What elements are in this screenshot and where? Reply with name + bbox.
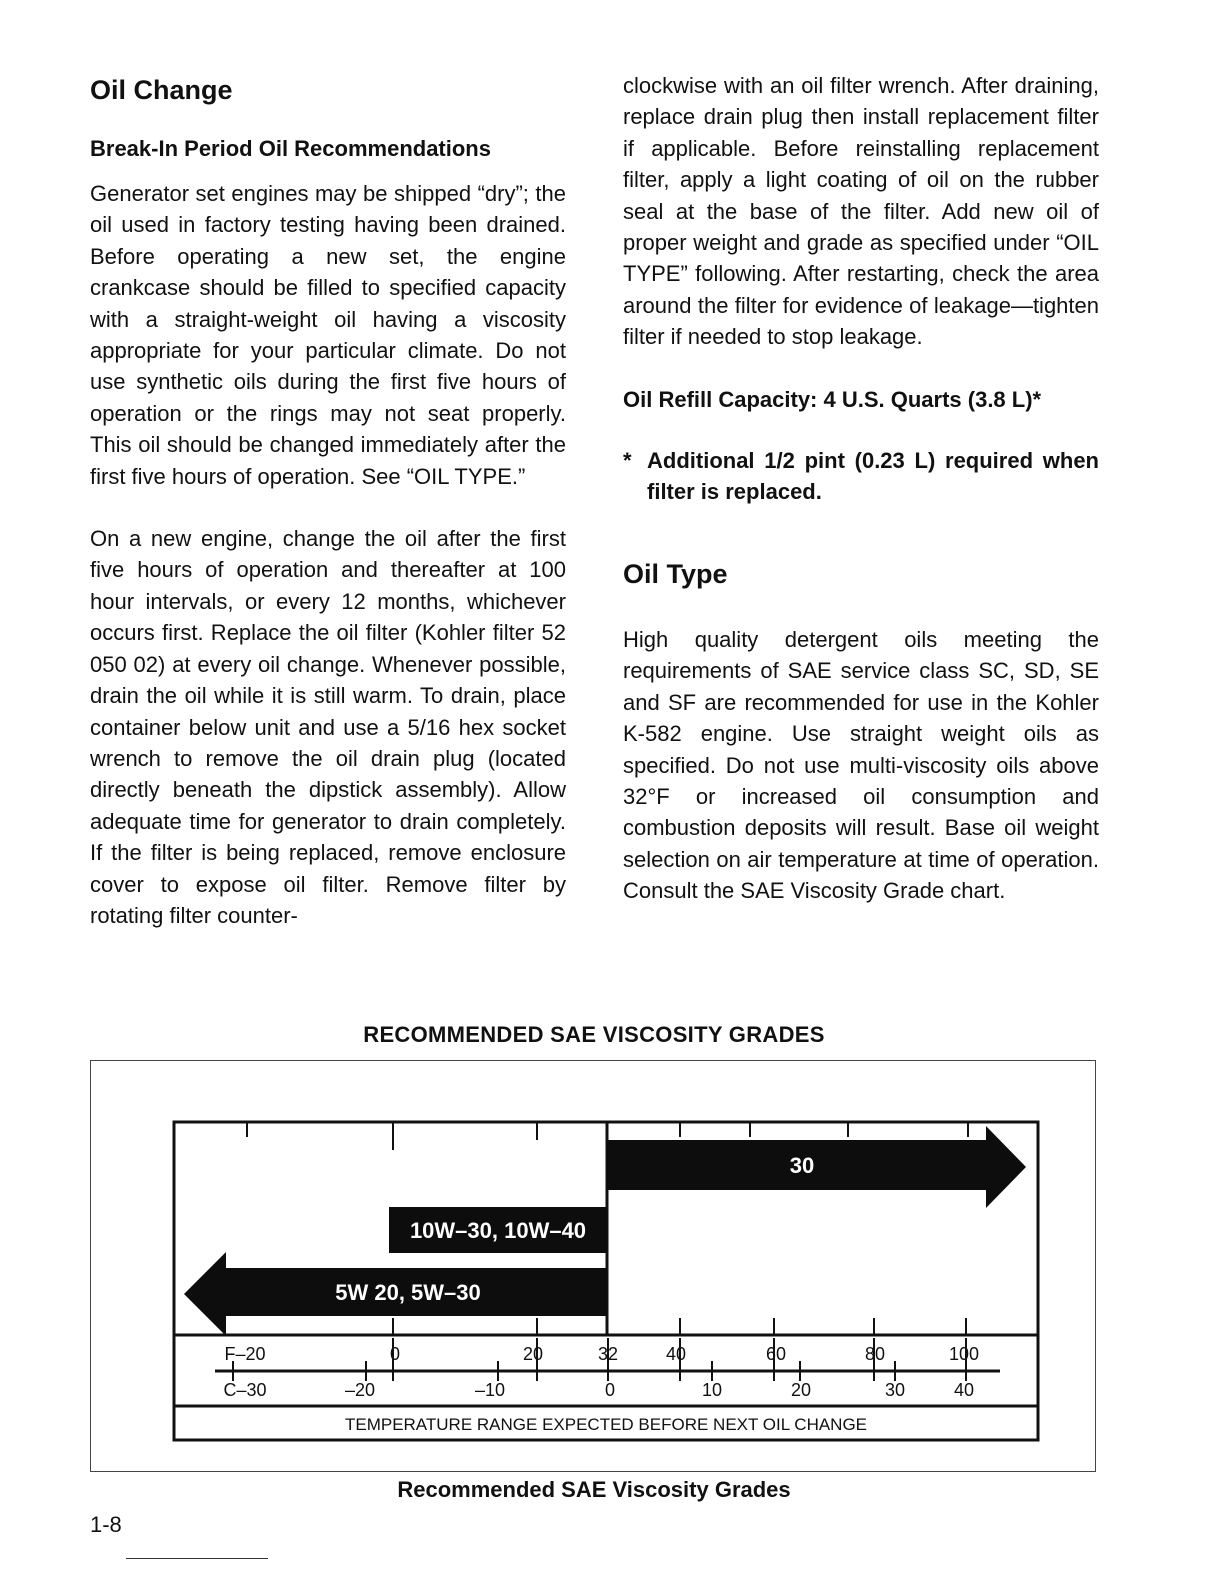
note-text: Additional 1/2 pint (0.23 L) required when filter is replaced.: [647, 448, 1099, 505]
left-column: [90, 70, 566, 931]
filter-note: [623, 445, 1099, 508]
c-label: –10: [474, 1380, 506, 1400]
f-label: 0: [389, 1344, 401, 1364]
temperature-range-label: TEMPERATURE RANGE EXPECTED BEFORE NEXT OIL CHANGE: [344, 1415, 868, 1434]
c-label: 0: [604, 1380, 616, 1400]
c-label: –20: [344, 1380, 376, 1400]
oil-change-paragraph: On a new engine, change the oil after the first five hours of operation and thereafter at 100 hour intervals, or every 12 months, whichever occurs first. Replace the oil filter (Kohler filter 52 050 02) at every oil change. Whenever possible, drain the oil while it is still warm. To drain, place container below unit and use a 5/16 hex socket wrench to remove the oil drain plug (located directly beneath the dipstick assembly). Allow adequate time for generator to drain completely. If the filter is being replaced, remove enclosure cover to expose oil filter. Remove filter by rotating filter counter-: [90, 526, 566, 928]
break-in-subheading: Break-In Period Oil Recommendations: [90, 136, 491, 161]
page-number: 1-8: [90, 1512, 122, 1537]
f-label: 20: [522, 1344, 544, 1364]
c-label: 40: [953, 1380, 975, 1400]
c-label: 10: [701, 1380, 723, 1400]
label-30: 30: [789, 1153, 815, 1178]
footer-line: [126, 1558, 268, 1559]
viscosity-chart: [90, 1060, 1096, 1472]
note-asterisk: *: [623, 448, 632, 474]
c-label: 30: [884, 1380, 906, 1400]
f-label: F–20: [224, 1344, 266, 1364]
refill-capacity: Oil Refill Capacity: 4 U.S. Quarts (3.8 L)*: [623, 386, 1042, 412]
oil-type-heading: Oil Type: [623, 558, 728, 589]
arrow-30: [607, 1126, 1026, 1208]
c-label: 20: [790, 1380, 812, 1400]
chart-title: RECOMMENDED SAE VISCOSITY GRADES: [363, 1022, 825, 1047]
f-label: 40: [665, 1344, 687, 1364]
chart-caption: Recommended SAE Viscosity Grades: [397, 1477, 791, 1502]
right-column: [623, 70, 1099, 907]
f-label: 100: [948, 1344, 980, 1364]
f-label: 60: [765, 1344, 787, 1364]
label-10w: 10W–30, 10W–40: [409, 1218, 587, 1243]
filter-paragraph: clockwise with an oil filter wrench. After draining, replace drain plug then install replacement filter if applicable. Before reinstalling replacement filter, apply a light coating of oil on the rubber seal at the base of the filter. Add new oil of proper weight and grade as specified under “OIL TYPE” following. After restarting, check the area around the filter for evidence of leakage—tighten filter if needed to stop leakage.: [623, 73, 1099, 350]
f-label: 80: [864, 1344, 886, 1364]
oil-type-paragraph: High quality detergent oils meeting the requirements of SAE service class SC, SD, SE and SF are recommended for use in the Kohler K-582 engine. Use straight weight oils as specified. Do not use multi-viscosity oils above 32°F or increased oil consumption and combustion deposits will result. Base oil weight selection on air temperature at time of operation. Consult the SAE Viscosity Grade chart.: [623, 626, 1099, 904]
oil-change-heading: Oil Change: [90, 75, 233, 105]
c-label: C–30: [223, 1380, 267, 1400]
break-in-paragraph: Generator set engines may be shipped “dry”; the oil used in factory testing having been drained. Before operating a new set, the engine crankcase should be filled to specified capacity with a straight-weight oil having a viscosity appropriate for your particular climate. Do not use synthetic oils during the first five hours of operation or the rings may not seat properly. This oil should be changed immediately after the first five hours of operation. See “OIL TYPE.”: [90, 181, 566, 489]
f-label: 32: [597, 1344, 619, 1364]
label-5w: 5W 20, 5W–30: [335, 1280, 481, 1305]
